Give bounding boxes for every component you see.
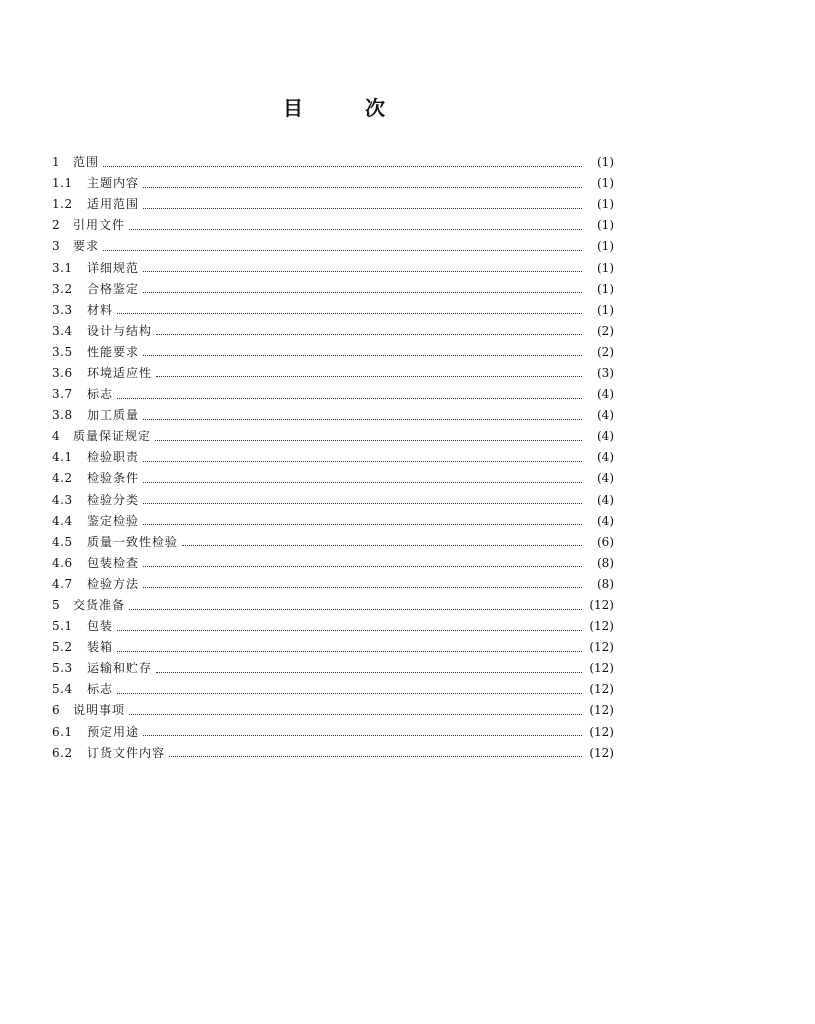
toc-entry-number: 1 [52, 155, 61, 170]
toc-entry-title: 订货文件内容 [87, 745, 166, 760]
toc-dot-leader [129, 713, 582, 715]
toc-entry[interactable] [52, 342, 614, 363]
toc-entry-page: (8) [597, 576, 614, 591]
toc-entry-number: 3.7 [52, 387, 73, 402]
toc-entry-page: (12) [589, 745, 614, 760]
toc-dot-leader [143, 460, 582, 462]
toc-entry-page: (12) [589, 661, 614, 676]
toc-entry-number: 5.4 [52, 682, 73, 697]
toc-entry[interactable] [52, 637, 614, 658]
toc-entry[interactable] [52, 384, 614, 405]
toc-dot-leader [155, 439, 582, 441]
toc-entry-title: 包装 [87, 619, 114, 634]
toc-entry-number: 4.4 [52, 513, 73, 528]
toc-entry-title: 检验分类 [87, 492, 140, 507]
title-char-mu: 目 [283, 96, 303, 120]
toc-entry-title: 合格鉴定 [87, 281, 140, 296]
toc-entry-page: (3) [597, 365, 614, 380]
toc-entry-page: (1) [597, 176, 614, 191]
toc-entry-page: (12) [589, 640, 614, 655]
toc-entry-number: 3.1 [52, 260, 73, 275]
toc-entry-title: 环境适应性 [87, 365, 153, 380]
toc-dot-leader [143, 586, 582, 588]
toc-entry-page: (2) [597, 344, 614, 359]
toc-entry-number: 1.1 [52, 176, 73, 191]
toc-entry-page: (4) [597, 513, 614, 528]
toc-entry-number: 3.8 [52, 408, 73, 423]
toc-dot-leader [117, 397, 582, 399]
toc-dot-leader [143, 354, 582, 356]
toc-entry-page: (1) [597, 155, 614, 170]
toc-entry-title: 材料 [87, 302, 114, 317]
toc-entry-title: 质量保证规定 [73, 429, 152, 444]
toc-dot-leader [129, 608, 582, 610]
toc-entry-title: 运输和贮存 [87, 661, 153, 676]
page-title [0, 92, 815, 124]
toc-dot-leader [143, 270, 582, 272]
toc-dot-leader [129, 228, 582, 230]
toc-entry-page: (4) [597, 471, 614, 486]
toc-entry[interactable] [52, 405, 614, 426]
toc-entry[interactable] [52, 363, 614, 384]
toc-dot-leader [143, 565, 582, 567]
toc-entry-title: 鉴定检验 [87, 513, 140, 528]
toc-entry[interactable] [52, 595, 614, 616]
toc-entry[interactable] [52, 257, 614, 278]
toc-entry[interactable] [52, 532, 614, 553]
toc-entry-title: 要求 [73, 239, 100, 254]
toc-entry-page: (12) [589, 619, 614, 634]
toc-dot-leader [182, 544, 582, 546]
toc-entry-title: 范围 [73, 155, 100, 170]
toc-entry-number: 3.2 [52, 281, 73, 296]
toc-entry-title: 装箱 [87, 640, 114, 655]
toc-entry-title: 说明事项 [73, 703, 126, 718]
toc-dot-leader [156, 671, 582, 673]
toc-entry-number: 5.2 [52, 640, 73, 655]
toc-entry-title: 检验职责 [87, 450, 140, 465]
toc-entry[interactable] [52, 511, 614, 532]
toc-entry-page: (1) [597, 218, 614, 233]
toc-dot-leader [156, 333, 582, 335]
toc-entry-page: (12) [589, 724, 614, 739]
toc-entry[interactable] [52, 490, 614, 511]
toc-entry-page: (1) [597, 197, 614, 212]
toc-entry[interactable] [52, 300, 614, 321]
toc-entry-title: 质量一致性检验 [87, 534, 179, 549]
toc-dot-leader [143, 734, 582, 736]
toc-entry-title: 适用范围 [87, 197, 140, 212]
toc-dot-leader [103, 249, 582, 251]
toc-entry-page: (4) [597, 429, 614, 444]
toc-entry[interactable] [52, 658, 614, 679]
toc-entry-page: (4) [597, 450, 614, 465]
toc-dot-leader [143, 523, 582, 525]
toc-entry[interactable] [52, 468, 614, 489]
toc-entry-number: 5 [52, 598, 61, 613]
toc-entry[interactable] [52, 679, 614, 700]
toc-dot-leader [169, 755, 582, 757]
toc-dot-leader [143, 207, 582, 209]
toc-entry-page: (4) [597, 387, 614, 402]
toc-entry[interactable] [52, 616, 614, 637]
toc-entry-number: 4.2 [52, 471, 73, 486]
toc-entry-page: (12) [589, 682, 614, 697]
toc-entry-number: 4.3 [52, 492, 73, 507]
toc-entry-page: (2) [597, 323, 614, 338]
toc-entry-title: 包装检查 [87, 555, 140, 570]
toc-entry[interactable] [52, 553, 614, 574]
toc-entry-number: 3.6 [52, 365, 73, 380]
toc-entry[interactable] [52, 194, 614, 215]
toc-entry[interactable] [52, 279, 614, 300]
toc-entry-title: 检验方法 [87, 576, 140, 591]
toc-entry[interactable] [52, 447, 614, 468]
toc-entry-number: 6.2 [52, 745, 73, 760]
toc-entry[interactable] [52, 700, 614, 721]
toc-dot-leader [117, 312, 582, 314]
toc-entry-title: 主题内容 [87, 176, 140, 191]
toc-entry[interactable] [52, 173, 614, 194]
toc-entry-title: 预定用途 [87, 724, 140, 739]
toc-entry-number: 1.2 [52, 197, 73, 212]
toc-entry-page: (4) [597, 492, 614, 507]
toc-dot-leader [143, 418, 582, 420]
toc-entry-page: (1) [597, 239, 614, 254]
toc-entry-number: 3.4 [52, 323, 73, 338]
toc-entry[interactable] [52, 574, 614, 595]
toc-dot-leader [156, 375, 582, 377]
toc-entry-number: 3.3 [52, 302, 73, 317]
toc-entry-title: 标志 [87, 682, 114, 697]
toc-entry-number: 4.5 [52, 534, 73, 549]
toc-entry[interactable] [52, 152, 614, 173]
toc-entry-page: (12) [589, 703, 614, 718]
toc-entry-number: 5.1 [52, 619, 73, 634]
toc-entry-number: 3 [52, 239, 61, 254]
toc-entry-number: 4 [52, 429, 61, 444]
toc-entry[interactable] [52, 215, 614, 236]
toc-dot-leader [103, 165, 582, 167]
toc-dot-leader [143, 481, 582, 483]
toc-entry-number: 2 [52, 218, 61, 233]
toc-entry-title: 交货准备 [73, 598, 126, 613]
toc-entry[interactable] [52, 236, 614, 257]
toc-entry-number: 3.5 [52, 344, 73, 359]
toc-entry-title: 标志 [87, 387, 114, 402]
toc-dot-leader [143, 502, 582, 504]
toc-entry-title: 详细规范 [87, 260, 140, 275]
toc-entry[interactable] [52, 743, 614, 764]
toc-entry-title: 加工质量 [87, 408, 140, 423]
toc-entry-title: 引用文件 [73, 218, 126, 233]
toc-dot-leader [117, 692, 582, 694]
toc-entry[interactable] [52, 722, 614, 743]
toc-dot-leader [117, 629, 582, 631]
toc-entry[interactable] [52, 321, 614, 342]
toc-entry-number: 4.7 [52, 576, 73, 591]
toc-entry-number: 5.3 [52, 661, 73, 676]
toc-entry[interactable] [52, 426, 614, 447]
toc-entry-number: 4.1 [52, 450, 73, 465]
title-char-ci: 次 [365, 96, 385, 120]
toc-entry-number: 6.1 [52, 724, 73, 739]
toc-entry-title: 检验条件 [87, 471, 140, 486]
toc-dot-leader [143, 291, 582, 293]
toc-entry-number: 4.6 [52, 555, 73, 570]
toc-entry-page: (1) [597, 281, 614, 296]
toc-entry-page: (4) [597, 408, 614, 423]
toc-entry-number: 6 [52, 703, 61, 718]
toc-dot-leader [117, 650, 582, 652]
toc-dot-leader [143, 186, 582, 188]
table-of-contents [52, 152, 614, 764]
toc-entry-page: (1) [597, 260, 614, 275]
toc-entry-page: (6) [597, 534, 614, 549]
toc-entry-title: 设计与结构 [87, 323, 153, 338]
toc-entry-page: (1) [597, 302, 614, 317]
toc-entry-page: (12) [589, 598, 614, 613]
toc-entry-title: 性能要求 [87, 344, 140, 359]
toc-entry-page: (8) [597, 555, 614, 570]
